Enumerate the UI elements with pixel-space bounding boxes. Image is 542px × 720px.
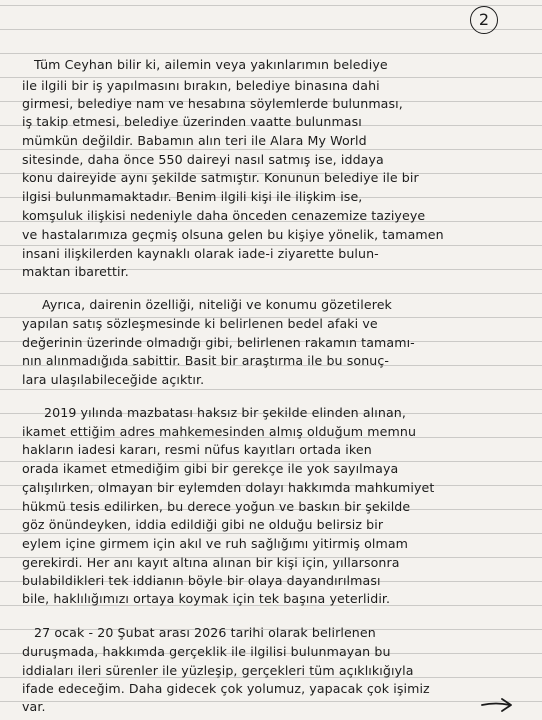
text-line: mümkün değildir. Babamın alın teri ile Alara My World (22, 133, 367, 148)
text-line: sitesinde, daha önce 550 daireyi nasıl satmış ise, iddaya (22, 152, 384, 167)
text-line: orada ikamet etmediğim gibi bir gerekçe ile yok sayılmaya (22, 461, 399, 476)
text-line: yapılan satış sözleşmesinde ki belirlenen bedel afaki ve (22, 316, 378, 331)
text-line: Ayrıca, dairenin özelliği, niteliği ve konumu gözetilerek (42, 297, 392, 312)
text-line: konu daireyide aynı şekilde satmıştır. Konunun belediye ile bir (22, 170, 419, 185)
text-line: Tüm Ceyhan bilir ki, ailemin veya yakınlarımın belediye (34, 57, 388, 72)
text-line: iş takip etmesi, belediye üzerinden vaatte bulunması (22, 114, 362, 129)
text-line: çalışılırken, olmayan bir eylemden dolayı hakkımda mahkumiyet (22, 480, 435, 495)
text-line: değerinin üzerinde olmadığı gibi, belirlenen rakamın tamamı- (22, 335, 415, 350)
text-line: ve hastalarımıza geçmiş olsuna gelen bu kişiye yönelik, tamamen (22, 227, 444, 242)
text-line: ifade edeceğim. Daha gidecek çok yolumuz, yapacak çok işimiz (22, 681, 430, 696)
text-line: var. (22, 699, 46, 714)
text-line: gerekirdi. Her anı kayıt altına alınan bir kişi için, yıllarsonra (22, 555, 400, 570)
page-number: 2 (470, 6, 498, 34)
text-line: girmesi, belediye nam ve hesabına söylemlerde bulunması, (22, 96, 403, 111)
right-arrow-icon (480, 697, 514, 713)
text-line: bulabildikleri tek iddianın böyle bir olaya dayandırılması (22, 573, 381, 588)
text-line: duruşmada, hakkımda gerçeklik ile ilgilisi bulunmayan bu (22, 644, 391, 659)
text-line: nın alınmadığıda sabittir. Basit bir araştırma ile bu sonuç- (22, 353, 390, 368)
text-line: insani ilişkilerden kaynaklı olarak iade-i ziyarette bulun- (22, 246, 379, 261)
text-line: hakların iadesi kararı, resmi nüfus kayıtları ortada iken (22, 442, 372, 457)
text-line: 2019 yılında mazbatası haksız bir şekilde elinden alınan, (44, 405, 406, 420)
text-line: iddiaları ileri sürenler ile yüzleşip, gerçekleri tüm açıklıkığıyla (22, 663, 414, 678)
text-line: bile, haklılığımızı ortaya koymak için tek başına yeterlidir. (22, 591, 391, 606)
text-line: komşuluk ilişkisi nedeniyle daha önceden cenazemize taziyeye (22, 208, 426, 223)
text-line: 27 ocak - 20 Şubat arası 2026 tarihi olarak belirlenen (34, 625, 376, 640)
text-line: maktan ibarettir. (22, 264, 129, 279)
text-line: eylem içine girmem için akıl ve ruh sağlığımı yitirmiş olmam (22, 536, 409, 551)
text-line: lara ulaşılabileceğide açıktır. (22, 372, 205, 387)
text-line: ile ilgili bir iş yapılmasını bırakın, belediye binasına dahi (22, 78, 380, 93)
text-line: ilgisi bulunmamaktadır. Benim ilgili kişi ile ilişkim ise, (22, 189, 363, 204)
text-line: ikamet ettiğim adres mahkemesinden almış olduğum memnu (22, 424, 417, 439)
text-line: göz önündeyken, iddia edildiği gibi ne olduğu belirsiz bir (22, 517, 384, 532)
text-line: hükmü tesis edilirken, bu derece yoğun ve baskın bir şekilde (22, 499, 411, 514)
